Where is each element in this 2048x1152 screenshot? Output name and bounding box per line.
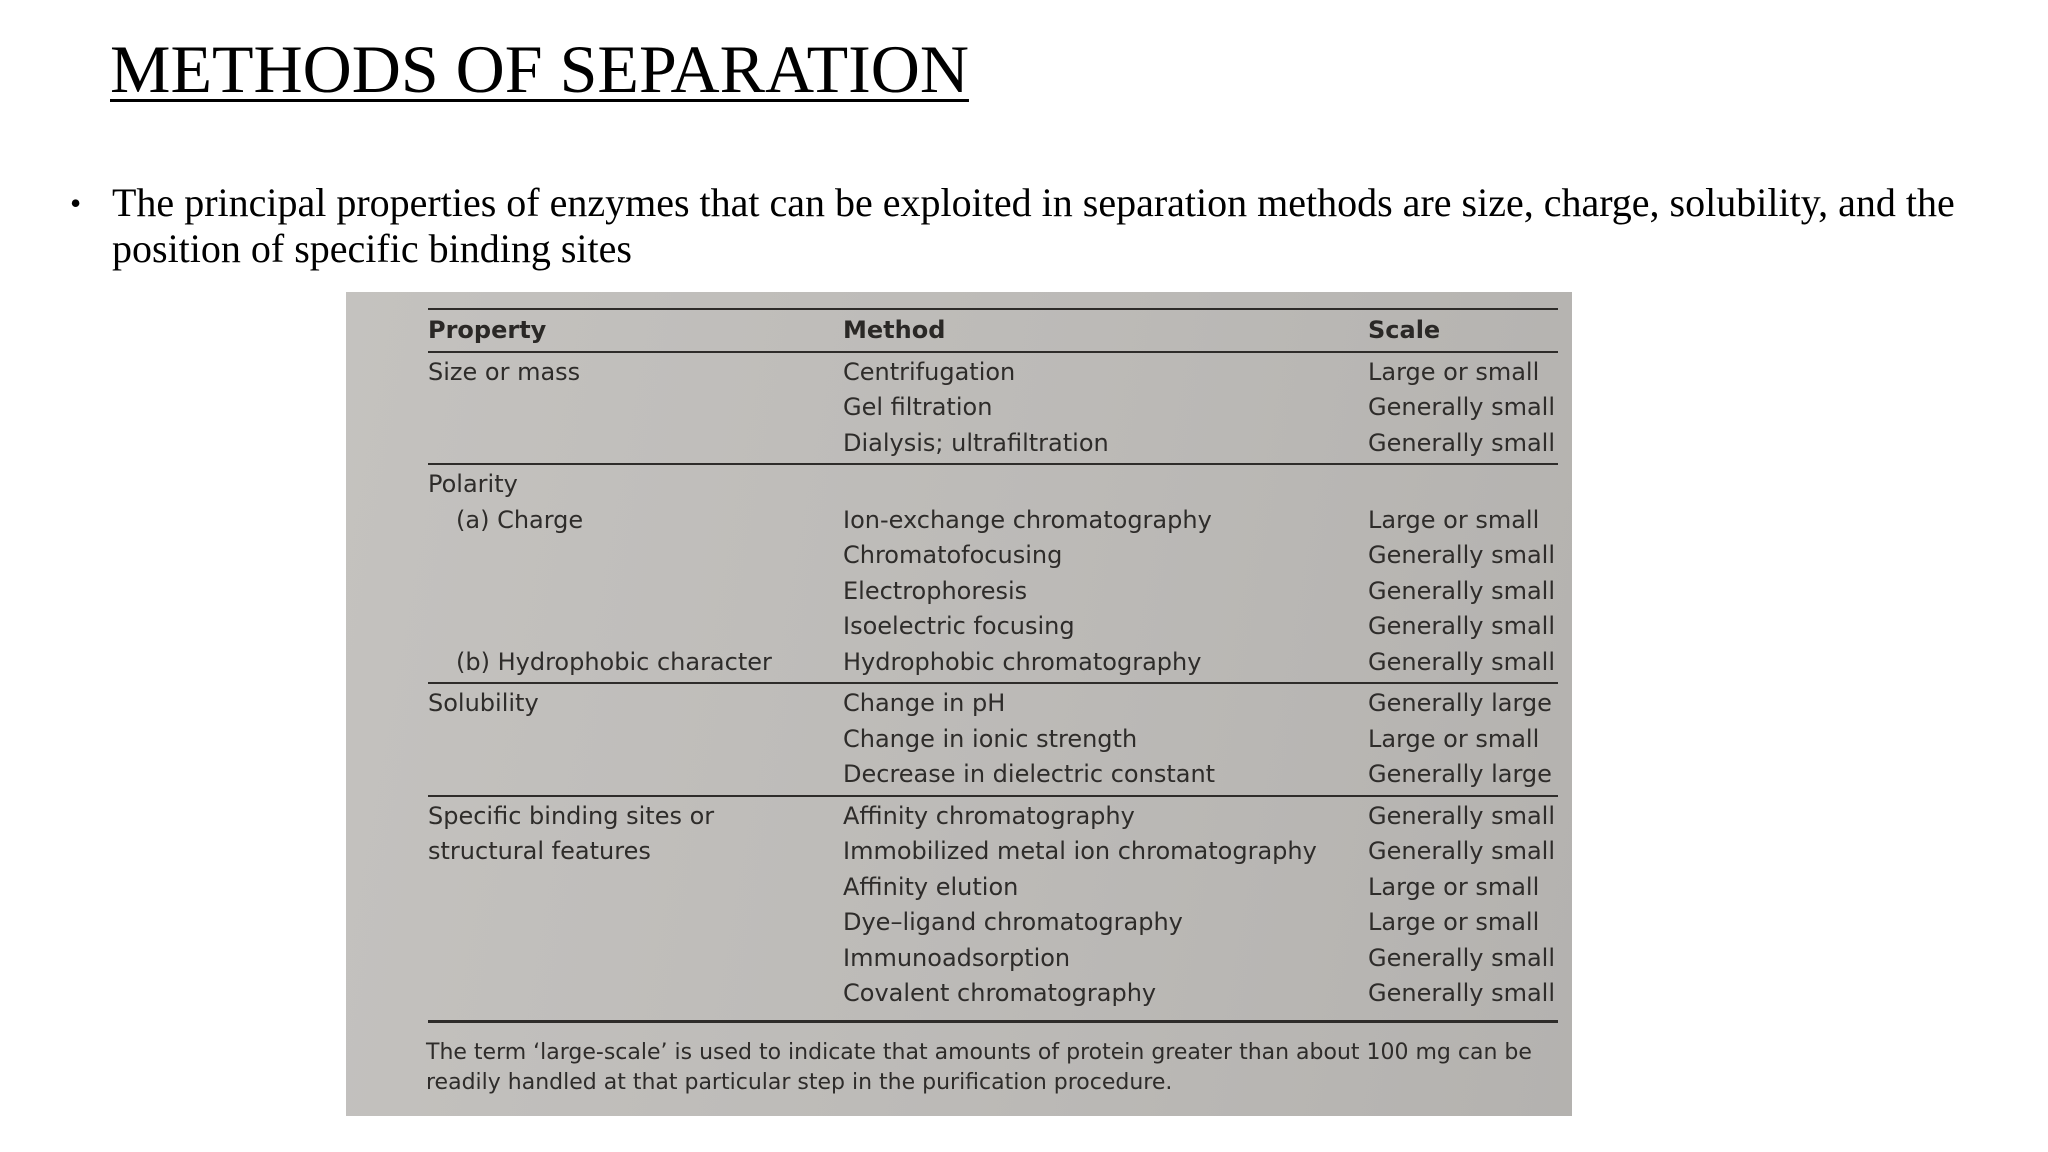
property-cell: Polarity (428, 470, 518, 498)
scale-cell: Generally small (1368, 837, 1556, 865)
table-header-row (428, 309, 1558, 352)
scanned-table-image (346, 292, 1572, 1116)
table-row (428, 976, 1558, 1021)
scale-cell: Generally small (1368, 943, 1556, 972)
table-row (428, 757, 1558, 796)
scale-cell: Large or small (1368, 505, 1540, 534)
bullet-item (70, 180, 1990, 272)
scale-cell: Large or small (1368, 357, 1540, 386)
property-cell: Solubility (428, 689, 539, 717)
scale-cell: Generally small (1368, 612, 1556, 640)
property-cell (428, 390, 843, 426)
table-row (428, 574, 1558, 610)
table-row (428, 905, 1558, 941)
property-cell (428, 426, 843, 465)
property-cell (428, 905, 843, 941)
bullet-marker: • (70, 185, 82, 221)
property-cell (428, 538, 843, 574)
scale-cell: Generally large (1368, 757, 1558, 796)
property-cell (428, 757, 843, 796)
property-cell: structural features (428, 837, 651, 865)
method-cell: Hydrophobic chromatography (843, 645, 1368, 684)
scale-cell: Generally large (1368, 689, 1552, 717)
header-scale: Scale (1368, 309, 1558, 352)
table-row (428, 683, 1558, 722)
scale-cell: Generally small (1368, 393, 1556, 421)
scale-cell: Large or small (1368, 724, 1540, 753)
property-subcell: (a) Charge (456, 505, 584, 534)
method-cell: Gel filtration (843, 393, 993, 421)
table-row (428, 645, 1558, 684)
table-footnote: The term ‘large-scale’ is used to indicate that amounts of protein greater than about 100 mg can be readily handled at that particular step in the purification procedure. (426, 1040, 1532, 1095)
table-row (428, 722, 1558, 758)
table-row (428, 796, 1558, 835)
method-cell: Centrifugation (843, 357, 1016, 386)
bullet-list (70, 180, 1990, 272)
scale-cell: Generally small (1368, 541, 1556, 569)
method-cell: Isoelectric focusing (843, 612, 1075, 640)
property-cell (428, 722, 843, 758)
table-row (428, 352, 1558, 391)
scale-cell: Large or small (1368, 908, 1540, 936)
scale-cell: Large or small (1368, 872, 1540, 901)
method-cell: Immunoadsorption (843, 943, 1071, 972)
scale-cell: Generally small (1368, 801, 1556, 830)
method-cell: Electrophoresis (843, 576, 1028, 605)
scale-cell: Generally small (1368, 976, 1558, 1021)
separation-methods-table (428, 308, 1558, 1023)
property-subcell: (b) Hydrophobic character (428, 645, 843, 684)
scale-cell (1368, 464, 1558, 503)
method-cell: Affinity elution (843, 872, 1019, 901)
header-method: Method (843, 309, 1368, 352)
method-cell: Immobilized metal ion chromatography (843, 837, 1317, 865)
bullet-text: The principal properties of enzymes that can be exploited in separation methods are size, charge, solubility, and the position of specific binding sites (112, 180, 1955, 271)
table-row (428, 503, 1558, 539)
property-cell: Size or mass (428, 357, 581, 386)
slide-title: METHODS OF SEPARATION (110, 31, 969, 107)
property-cell (428, 941, 843, 977)
method-cell: Ion-exchange chromatography (843, 505, 1212, 534)
property-cell (428, 870, 843, 906)
method-cell: Decrease in dielectric constant (843, 757, 1368, 796)
table-row (428, 941, 1558, 977)
header-property: Property (428, 309, 843, 352)
method-cell: Dye–ligand chromatography (843, 908, 1183, 936)
property-cell (428, 609, 843, 645)
table-row (428, 834, 1558, 870)
scale-cell: Generally small (1368, 576, 1556, 605)
method-cell: Change in ionic strength (843, 724, 1138, 753)
scale-cell: Generally small (1368, 426, 1558, 465)
method-cell: Change in pH (843, 689, 1006, 717)
table-row (428, 390, 1558, 426)
property-cell: Specific binding sites or (428, 801, 715, 830)
method-cell (843, 464, 1368, 503)
table-row (428, 538, 1558, 574)
property-cell (428, 976, 843, 1021)
method-cell: Dialysis; ultrafiltration (843, 426, 1368, 465)
method-cell: Covalent chromatography (843, 976, 1368, 1021)
property-cell (428, 574, 843, 610)
table-row (428, 870, 1558, 906)
table-row (428, 426, 1558, 465)
scale-cell: Generally small (1368, 645, 1558, 684)
method-cell: Chromatofocusing (843, 541, 1063, 569)
table-row (428, 464, 1558, 503)
table-row (428, 609, 1558, 645)
method-cell: Affinity chromatography (843, 801, 1135, 830)
